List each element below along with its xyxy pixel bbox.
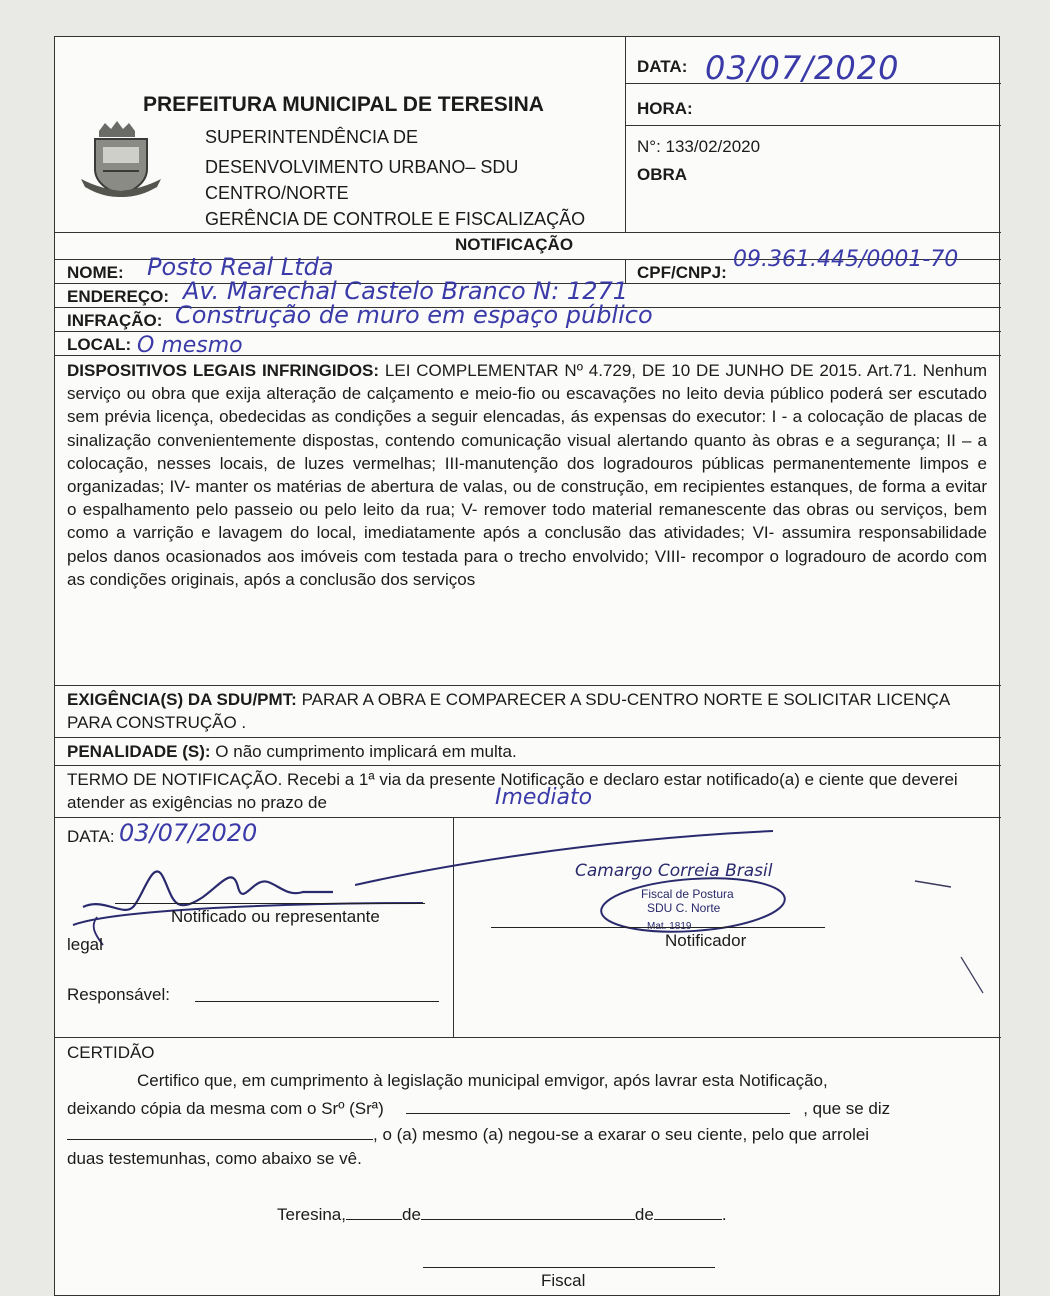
header-divider (625, 37, 626, 232)
nome-value: Posto Real Ltda (147, 253, 334, 281)
org-subtitle-2: DESENVOLVIMENTO URBANO– SDU (205, 157, 519, 177)
title-top-rule (55, 232, 1001, 233)
infracao-label: INFRAÇÃO: (67, 311, 163, 330)
exigencia-label: EXIGÊNCIA(S) DA SDU/PMT: (67, 690, 297, 709)
dispositivos-text: LEI COMPLEMENTAR Nº 4.729, DE 10 DE JUNHO DE 2015. Art.71. Nenhum serviço ou obra que exija alteração de calçamento e meio-fio ou escavações no leito devia público poderá ser escutado sem prévia licença, obedecidas as condições a seguir elencadas, ás expensas do executor: I - a colocação de placas de sinalização convenientemente dispostas, contendo comunicação visual alertando quanto às obras e a segurança; II – a colocação, nesses locais, de luzes vermelhas; III-manutenção dos logradouros públicas permanentemente limpos e organizadas; IV- manter os matérias de abertura de valas, ou de construção, em recipientes estanques, de forma a evitar o espalhamento pelo passeio ou pelo leito da rua; V- remover todo material remanescente das obras ou serviços, bem como a varrição e lavagem do local, imediatamente após a conclusão das atividades; VI- assumira responsabilidade pelos danos ocasionados aos imóveis com testada para o trecho envolvido; VIII- recompor o logradouro de acordo com as condições originais, após a conclusão dos serviços (67, 361, 987, 589)
obra-label: OBRA (637, 165, 688, 184)
sig-data-value: 03/07/2020 (119, 819, 258, 847)
org-subtitle-3: CENTRO/NORTE (205, 183, 349, 203)
org-title: PREFEITURA MUNICIPAL DE TERESINA (143, 93, 544, 116)
responsavel-label: Responsável: (67, 985, 171, 1004)
penalidade-label: PENALIDADE (S): (67, 742, 211, 761)
section-title: NOTIFICAÇÃO (455, 235, 574, 254)
fiscal-signature-line (423, 1267, 715, 1268)
data-value: 03/07/2020 (705, 49, 900, 87)
stamp-role: Fiscal de Postura (641, 887, 734, 901)
endereco-value: Av. Marechal Castelo Branco N: 1271 (183, 277, 629, 305)
data-rule (625, 83, 1001, 84)
city-label: Teresina, (277, 1205, 346, 1224)
recipient-id-field[interactable] (67, 1123, 373, 1140)
exigencia-rule (55, 737, 1001, 738)
penalidade-paragraph (67, 740, 987, 763)
prazo-value: Imediato (495, 785, 593, 810)
notificado-label: Notificado ou representante (171, 907, 380, 926)
de-label-1: de (401, 1205, 421, 1224)
certidao-line-3 (67, 1123, 869, 1145)
hora-label: HORA: (637, 99, 693, 118)
dispositivos-rule (55, 685, 1001, 686)
endereco-label: ENDEREÇO: (67, 287, 170, 306)
certidao-line-4: duas testemunhas, como abaixo se vê. (67, 1149, 362, 1168)
de-label-2: de (634, 1205, 654, 1224)
numero-label: N°: 133/02/2020 (637, 137, 761, 156)
certidao-line-2 (67, 1097, 987, 1119)
certidao-line-3-text: , o (a) mesmo (a) negou-se a exarar o seu ciente, pelo que arrolei (373, 1125, 870, 1144)
infracao-rule (55, 331, 1001, 332)
stamp-marks (911, 867, 991, 997)
certidao-title: CERTIDÃO (67, 1043, 155, 1062)
infracao-value: Construção de muro em espaço público (175, 301, 653, 329)
cpf-value: 09.361.445/0001-70 (733, 247, 959, 272)
exigencia-paragraph (67, 688, 987, 734)
dispositivos-paragraph (67, 359, 987, 591)
certidao-line-2b: , que se diz (803, 1099, 891, 1118)
notificador-line (491, 927, 825, 928)
legal-label: legal (67, 935, 103, 954)
exigencia-text: PARAR A OBRA E COMPARECER A SDU-CENTRO NORTE E SOLICITAR LICENÇA PARA CONSTRUÇÃO . (67, 690, 950, 733)
dispositivos-label: DISPOSITIVOS LEGAIS INFRINGIDOS: (67, 361, 380, 380)
penalidade-rule (55, 765, 1001, 766)
day-field[interactable] (346, 1203, 402, 1220)
cpf-label: CPF/CNPJ: (637, 263, 727, 282)
fiscal-label: Fiscal (541, 1271, 586, 1290)
penalidade-text: O não cumprimento implicará em multa. (215, 742, 517, 761)
termo-rule (55, 817, 1001, 818)
local-label: LOCAL: (67, 335, 132, 354)
data-label: DATA: (637, 57, 688, 76)
stamp-dept: SDU C. Norte (647, 901, 721, 915)
date-period: . (721, 1205, 727, 1224)
org-subtitle-1: SUPERINTENDÊNCIA DE (205, 127, 419, 147)
notification-form (54, 36, 1000, 1296)
month-field[interactable] (421, 1203, 635, 1220)
recipient-name-field[interactable] (406, 1097, 790, 1114)
coat-of-arms-emblem (77, 117, 165, 201)
certidao-line-1: Certifico que, em cumprimento à legislação municipal emvigor, após lavrar esta Notificação, (137, 1071, 828, 1090)
local-value: O mesmo (137, 333, 243, 358)
signature-rule (55, 1037, 1001, 1038)
stamp-name: Camargo Correia Brasil (575, 861, 773, 881)
org-subtitle-4: GERÊNCIA DE CONTROLE E FISCALIZAÇÃO (205, 209, 586, 229)
responsavel-line (195, 1001, 439, 1002)
teresina-date-line (277, 1203, 727, 1225)
termo-text: TERMO DE NOTIFICAÇÃO. Recebi a 1ª via da presente Notificação e declaro estar notificado(a) e ciente que deverei atender as exigências no prazo de (67, 770, 958, 813)
hora-rule (625, 125, 1001, 126)
nome-label: NOME: (67, 263, 124, 282)
sig-data-label: DATA: (67, 827, 115, 846)
year-field[interactable] (654, 1203, 722, 1220)
notificador-label: Notificador (665, 931, 747, 950)
notified-signature-line (115, 903, 425, 904)
local-rule (55, 355, 1001, 356)
stamp-mat: Mat. 1819 (647, 921, 692, 932)
certidao-line-2a: deixando cópia da mesma com o Srº (Srª) (67, 1099, 384, 1118)
